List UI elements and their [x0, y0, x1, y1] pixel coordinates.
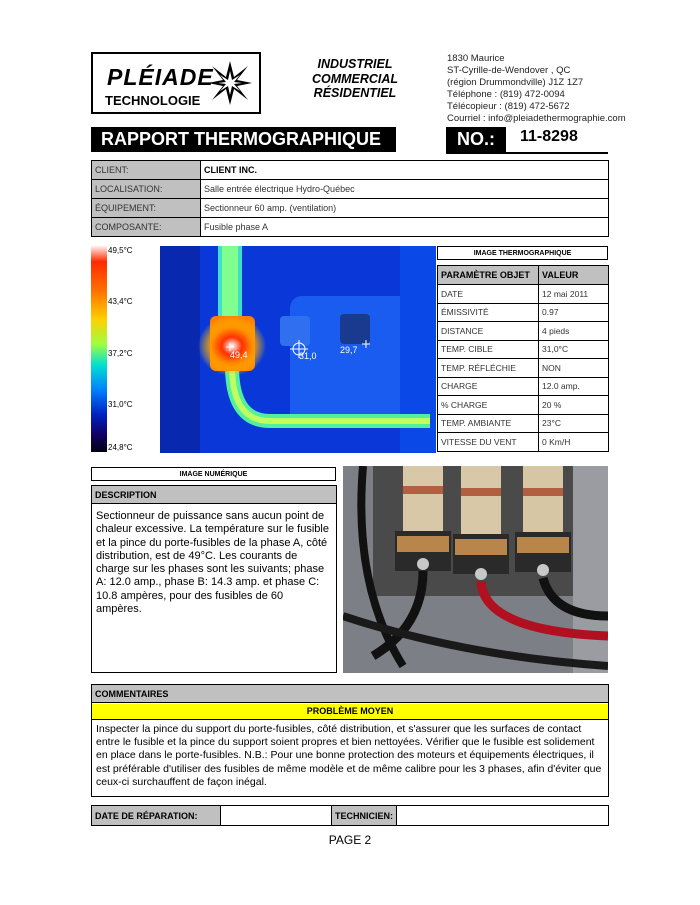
company-address	[447, 53, 626, 125]
technician-label: TECHNICIEN:	[332, 806, 397, 826]
param-value: 0.97	[539, 303, 609, 322]
table-row	[92, 199, 609, 218]
description-text: Sectionneur de puissance sans aucun point de chaleur excessive. La température sur le fusible et la pince du porte-fusibles de la phase A, côté distribution, est de 49°C. Les courants de charge sur les phases sont les suivants; phase A: 12.0 amp., phase B: 14.3 amp. et phase C: 10.8 ampères, pour des fusibles de 60 ampères.	[96, 510, 329, 616]
param-value: NON	[539, 359, 609, 378]
info-value: Fusible phase A	[201, 218, 609, 237]
info-value: Salle entrée électrique Hydro-Québec	[201, 180, 609, 199]
divider	[446, 152, 608, 154]
comments-text: Inspecter la pince du support du porte-fusibles, côté distribution, et s'assurer que les surfaces de contact entre le fusible et la pince du support soient propres et bien nettoyées. Vérifier que le fusible est solidement en place dans le porte-fusibles. N.B.: Pour une bonne protection des moteurs et équipements électriques, il est préférable d'utiliser des fusibles de même modèle et de même calibre pour les 3 phases, afin d'éviter que ceux-ci surchauffent de façon inégal.	[96, 723, 602, 788]
info-table	[91, 160, 609, 237]
logo-name: PLÉIADE	[107, 64, 214, 90]
equipment-photo	[343, 466, 608, 673]
param-label: TEMP. CIBLE	[438, 340, 539, 359]
logo-subtitle: TECHNOLOGIE	[105, 93, 201, 108]
column-header: PARAMÈTRE OBJET	[438, 266, 539, 285]
param-value: 20 %	[539, 396, 609, 415]
table-row	[438, 285, 609, 304]
table-row	[92, 218, 609, 237]
info-label: COMPOSANTE:	[92, 218, 201, 237]
scale-label: 49,5°C	[108, 246, 133, 255]
table-row	[438, 414, 609, 433]
spot-temperature: 49,4	[230, 350, 248, 360]
address-line: Téléphone : (819) 472-0094	[447, 89, 565, 100]
star-logo-icon	[207, 60, 253, 106]
param-label: DISTANCE	[438, 322, 539, 341]
temperature-scale	[91, 245, 107, 452]
address-line: Télécopieur : (819) 472-5672	[447, 101, 570, 112]
param-label: VITESSE DU VENT	[438, 433, 539, 452]
comments-label: COMMENTAIRES	[92, 685, 608, 703]
comments-box	[91, 684, 609, 797]
table-row	[92, 180, 609, 199]
repair-date-field[interactable]	[221, 806, 332, 826]
table-row	[438, 359, 609, 378]
param-value: 0 Km/H	[539, 433, 609, 452]
address-line: Courriel : info@pleiadethermographie.com	[447, 113, 626, 124]
table-row	[438, 322, 609, 341]
scale-label: 24,8°C	[108, 443, 133, 452]
repair-table	[91, 805, 609, 826]
spot-temperature: 31,0	[299, 351, 317, 361]
report-number-label: NO.:	[446, 127, 506, 152]
param-value: 31,0°C	[539, 340, 609, 359]
tagline-line: RÉSIDENTIEL	[313, 86, 397, 100]
report-number: 11-8298	[520, 128, 578, 145]
page-number: PAGE 2	[328, 833, 372, 847]
repair-date-label: DATE DE RÉPARATION:	[92, 806, 221, 826]
tagline-line: COMMERCIAL	[311, 71, 399, 86]
info-value: Sectionneur 60 amp. (ventilation)	[201, 199, 609, 218]
tagline-line: INDUSTRIEL	[317, 57, 393, 71]
param-label: TEMP. RÉFLÉCHIE	[438, 359, 539, 378]
column-header: VALEUR	[539, 266, 609, 285]
param-label: CHARGE	[438, 377, 539, 396]
info-value: CLIENT INC.	[201, 161, 609, 180]
info-label: ÉQUIPEMENT:	[92, 199, 201, 218]
param-value: 23°C	[539, 414, 609, 433]
param-label: % CHARGE	[438, 396, 539, 415]
report-title: RAPPORT THERMOGRAPHIQUE	[91, 127, 396, 152]
address-line: 1830 Maurice	[447, 53, 505, 64]
table-row	[438, 303, 609, 322]
scale-label: 37,2°C	[108, 349, 133, 358]
problem-severity-badge: PROBLÈME MOYEN	[92, 704, 608, 720]
address-line: (région Drummondville) J1Z 1Z7	[447, 77, 584, 88]
param-value: 12 mai 2011	[539, 285, 609, 304]
thermal-image	[160, 246, 436, 453]
info-label: LOCALISATION:	[92, 180, 201, 199]
thermal-image-title: IMAGE THERMOGRAPHIQUE	[437, 246, 608, 260]
scale-label: 31,0°C	[108, 400, 133, 409]
param-label: DATE	[438, 285, 539, 304]
param-value: 4 pieds	[539, 322, 609, 341]
info-label: CLIENT:	[92, 161, 201, 180]
address-line: ST-Cyrille-de-Wendover , QC	[447, 65, 571, 76]
spot-temperature: 29,7	[340, 345, 358, 355]
table-row	[438, 377, 609, 396]
description-label: DESCRIPTION	[92, 486, 336, 504]
numeric-image-title: IMAGE NUMÉRIQUE	[91, 467, 336, 481]
param-label: ÉMISSIVITÉ	[438, 303, 539, 322]
table-row	[92, 161, 609, 180]
description-box	[91, 485, 337, 673]
table-header-row	[438, 266, 609, 285]
table-row	[438, 396, 609, 415]
param-label: TEMP. AMBIANTE	[438, 414, 539, 433]
company-tagline	[300, 57, 410, 101]
technician-field[interactable]	[397, 806, 609, 826]
parameters-table	[437, 265, 609, 452]
scale-label: 43,4°C	[108, 297, 133, 306]
company-logo	[91, 52, 261, 114]
table-row	[92, 806, 609, 826]
param-value: 12.0 amp.	[539, 377, 609, 396]
table-row	[438, 340, 609, 359]
table-row	[438, 433, 609, 452]
